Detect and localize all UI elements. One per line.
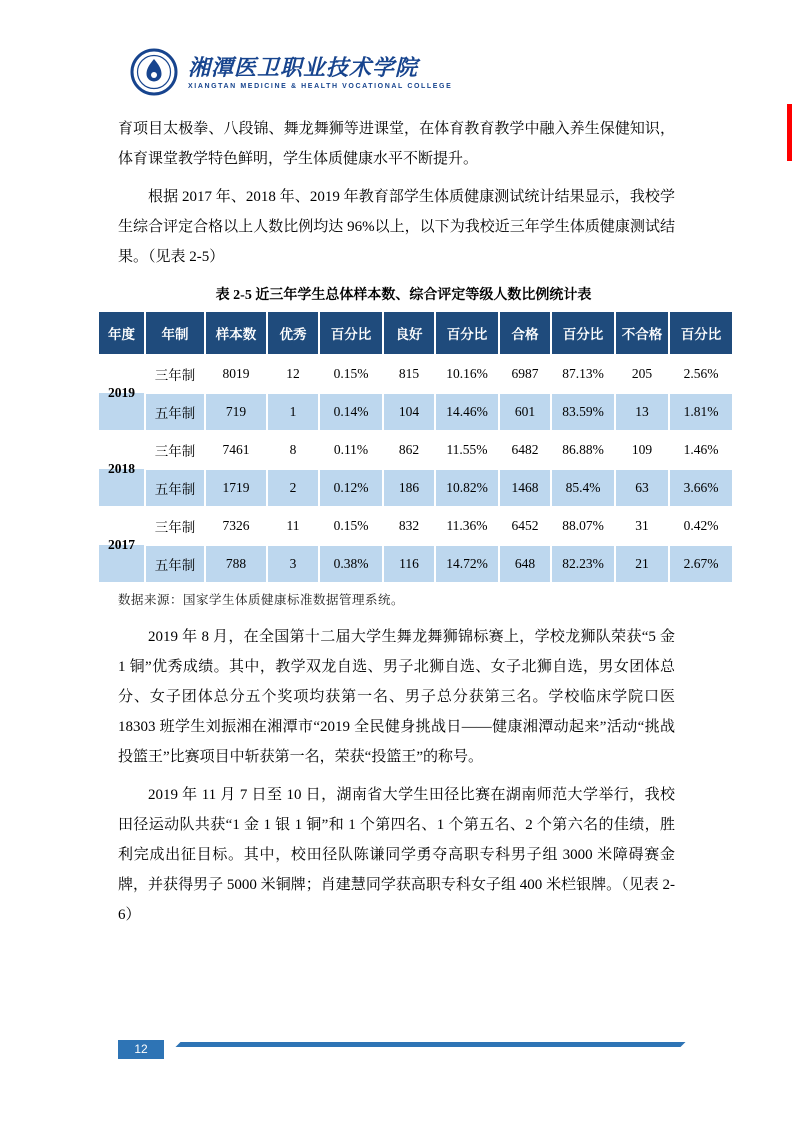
data-cell: 109 [616, 432, 668, 468]
data-cell: 82.23% [552, 546, 614, 582]
data-cell: 1719 [206, 470, 266, 506]
red-margin-mark [787, 104, 792, 161]
data-cell: 63 [616, 470, 668, 506]
table-header-cell: 样本数 [206, 312, 266, 354]
year-system-cell: 三年制 [146, 508, 204, 544]
data-cell: 0.15% [320, 508, 382, 544]
data-cell: 10.82% [436, 470, 498, 506]
data-cell: 0.42% [670, 508, 732, 544]
year-cell: 2017 [99, 508, 144, 582]
data-cell: 0.11% [320, 432, 382, 468]
table-row [99, 470, 732, 506]
table-row [99, 394, 732, 430]
data-cell: 1468 [500, 470, 550, 506]
data-cell: 2.56% [670, 356, 732, 392]
data-cell: 11 [268, 508, 318, 544]
data-cell: 86.88% [552, 432, 614, 468]
footer-rule [176, 1042, 686, 1047]
data-source-note: 数据来源：国家学生体质健康标准数据管理系统。 [118, 593, 405, 607]
data-cell: 862 [384, 432, 434, 468]
body-paragraph-4: 2019 年 11 月 7 日至 10 日，湖南省大学生田径比赛在湖南师范大学举行，我校田径运动队共获“1 金 1 银 1 铜”和 1 个第四名、1 个第五名、2 个第六名的佳绩，胜利完成出征目标。其中，校田径队陈谦同学勇夺高职专科男子组 3000 米障碍赛金牌，并获得男子 5000 米铜牌；肖建慧同学获高职专科女子组 400 米栏银牌。（见表 2-6） [118, 787, 675, 923]
data-cell: 87.13% [552, 356, 614, 392]
data-cell: 0.15% [320, 356, 382, 392]
data-cell: 0.12% [320, 470, 382, 506]
body-paragraph-1: 育项目太极拳、八段锦、舞龙舞狮等进课堂，在体育教育教学中融入养生保健知识，体育课堂教学特色鲜明，学生体质健康水平不断提升。 [118, 121, 675, 167]
data-cell: 83.59% [552, 394, 614, 430]
year-system-cell: 五年制 [146, 470, 204, 506]
data-cell: 21 [616, 546, 668, 582]
fitness-stats-table [97, 310, 734, 584]
data-cell: 6987 [500, 356, 550, 392]
data-cell: 601 [500, 394, 550, 430]
data-cell: 31 [616, 508, 668, 544]
year-system-cell: 三年制 [146, 432, 204, 468]
data-cell: 2 [268, 470, 318, 506]
data-cell: 8 [268, 432, 318, 468]
data-cell: 2.67% [670, 546, 732, 582]
data-cell: 85.4% [552, 470, 614, 506]
table-row [99, 356, 732, 392]
college-name-block [188, 55, 452, 90]
data-cell: 11.55% [436, 432, 498, 468]
data-cell: 648 [500, 546, 550, 582]
table-header-cell: 年度 [99, 312, 144, 354]
data-cell: 7461 [206, 432, 266, 468]
data-cell: 12 [268, 356, 318, 392]
data-cell: 205 [616, 356, 668, 392]
table-row [99, 508, 732, 544]
table-header-cell: 合格 [500, 312, 550, 354]
data-cell: 10.16% [436, 356, 498, 392]
data-cell: 104 [384, 394, 434, 430]
college-emblem-icon [130, 48, 178, 96]
body-paragraph-3: 2019 年 8 月，在全国第十二届大学生舞龙舞狮锦标赛上，学校龙狮队荣获“5 金 1 铜”优秀成绩。其中，教学双龙自选、男子北狮自选、女子北狮自选，男女团体总分、女子团体总分五个奖项均获第一名、男子总分获第三名。学校临床学院口医 18303 班学生刘振湘在湘潭市“2019 全民健身挑战日——健康湘潭动起来”活动“挑战投篮王”比赛项目中斩获第一名，荣获“投篮王”的称号。 [118, 629, 675, 765]
table-row [99, 432, 732, 468]
data-cell: 1.81% [670, 394, 732, 430]
data-cell: 8019 [206, 356, 266, 392]
data-cell: 1 [268, 394, 318, 430]
data-cell: 3 [268, 546, 318, 582]
page-footer [118, 1040, 683, 1059]
year-cell: 2018 [99, 432, 144, 506]
data-cell: 186 [384, 470, 434, 506]
data-cell: 1.46% [670, 432, 732, 468]
table-header-cell: 百分比 [320, 312, 382, 354]
year-system-cell: 三年制 [146, 356, 204, 392]
year-system-cell: 五年制 [146, 546, 204, 582]
data-cell: 832 [384, 508, 434, 544]
college-logo [130, 46, 793, 98]
data-cell: 116 [384, 546, 434, 582]
data-cell: 719 [206, 394, 266, 430]
data-cell: 7326 [206, 508, 266, 544]
body-paragraph-2: 根据 2017 年、2018 年、2019 年教育部学生体质健康测试统计结果显示，我校学生综合评定合格以上人数比例均达 96%以上，以下为我校近三年学生体质健康测试结果。（见表 2-5） [118, 189, 675, 265]
data-cell: 0.38% [320, 546, 382, 582]
table-header-cell: 优秀 [268, 312, 318, 354]
table-header-cell: 百分比 [436, 312, 498, 354]
data-cell: 6482 [500, 432, 550, 468]
college-name-en: XIANGTAN MEDICINE & HEALTH VOCATIONAL COLLEGE [188, 82, 453, 90]
table-header-cell: 百分比 [552, 312, 614, 354]
data-cell: 815 [384, 356, 434, 392]
data-cell: 0.14% [320, 394, 382, 430]
table-header-cell: 不合格 [616, 312, 668, 354]
data-cell: 11.36% [436, 508, 498, 544]
page-content [108, 114, 722, 930]
table-header-cell: 年制 [146, 312, 204, 354]
table-header-cell: 良好 [384, 312, 434, 354]
data-cell: 14.72% [436, 546, 498, 582]
data-cell: 13 [616, 394, 668, 430]
table-row [99, 546, 732, 582]
table-header-cell: 百分比 [670, 312, 732, 354]
table-title: 表 2-5 近三年学生总体样本数、综合评定等级人数比例统计表 [215, 288, 592, 303]
data-cell: 788 [206, 546, 266, 582]
year-system-cell: 五年制 [146, 394, 204, 430]
data-cell: 6452 [500, 508, 550, 544]
data-cell: 14.46% [436, 394, 498, 430]
data-cell: 3.66% [670, 470, 732, 506]
year-cell: 2019 [99, 356, 144, 430]
table-header-row [99, 312, 732, 354]
page-number: 12 [118, 1040, 164, 1059]
college-name-zh: 湘潭医卫职业技术学院 [188, 54, 419, 80]
data-cell: 88.07% [552, 508, 614, 544]
